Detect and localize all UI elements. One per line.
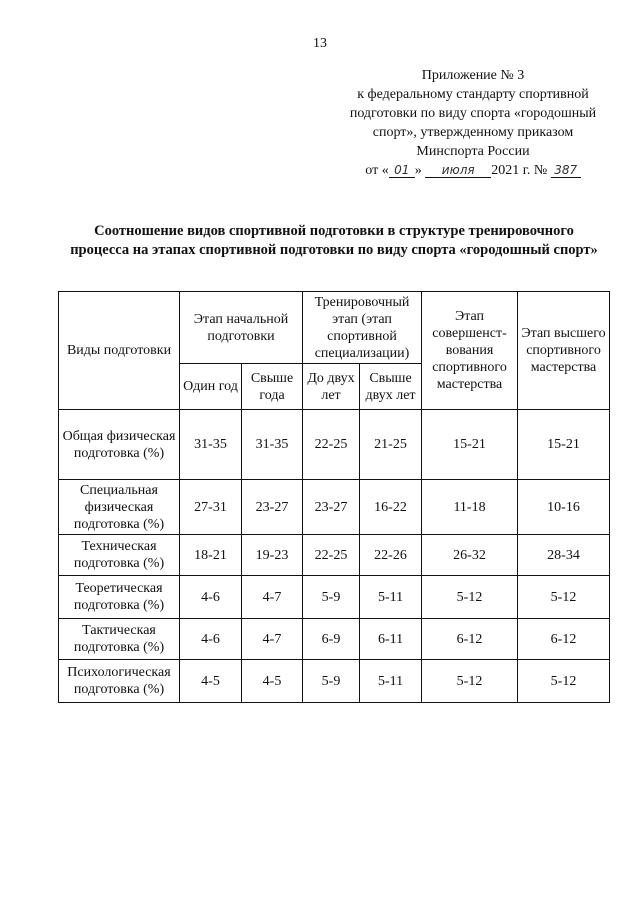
table-cell: 11-18 [422,480,518,535]
row-label: Теоретическая подготовка (%) [59,576,180,619]
table-cell: 5-12 [518,576,610,619]
table-cell: 16-22 [360,480,422,535]
row-label: Общая физическая подготовка (%) [59,410,180,480]
date-day-handwritten: 01 [389,163,415,178]
appendix-line: Минспорта России [416,144,530,159]
table-cell: 4-5 [180,660,242,703]
table-cell: 22-26 [360,535,422,576]
table-cell: 5-9 [303,660,360,703]
table-cell: 5-11 [360,576,422,619]
table-cell: 31-35 [180,410,242,480]
order-number-handwritten: 387 [551,163,581,178]
subheader-one-year: Один год [180,364,242,410]
table-row [59,535,610,576]
header-stage-initial: Этап начальной подготовки [180,292,303,364]
table-cell: 4-5 [242,660,303,703]
header-stage-highest: Этап высшего спортивного мастерства [518,292,610,410]
table-cell: 4-7 [242,619,303,660]
table-cell: 4-6 [180,576,242,619]
table-cell: 15-21 [422,410,518,480]
table-cell: 5-12 [422,576,518,619]
table-cell: 21-25 [360,410,422,480]
table-row [59,576,610,619]
table-cell: 27-31 [180,480,242,535]
table-cell: 6-12 [518,619,610,660]
date-month-handwritten: июля [425,163,491,178]
subheader-over-two: Свыше двух лет [360,364,422,410]
table-cell: 5-11 [360,660,422,703]
table-row [59,480,610,535]
table-cell: 26-32 [422,535,518,576]
row-label: Тактическая подготовка (%) [59,619,180,660]
table-cell: 5-12 [422,660,518,703]
table-cell: 5-9 [303,576,360,619]
appendix-title: Приложение № 3 [421,68,525,83]
table-cell: 23-27 [242,480,303,535]
table-cell: 4-6 [180,619,242,660]
table-cell: 4-7 [242,576,303,619]
subheader-over-year: Свыше года [242,364,303,410]
table-row [59,660,610,703]
subheader-up-to-two: До двух лет [303,364,360,410]
date-mid: » [414,163,422,178]
table-cell: 18-21 [180,535,242,576]
table-cell: 31-35 [242,410,303,480]
appendix-block [328,66,618,180]
date-prefix: от « [365,163,389,178]
table-cell: 22-25 [303,535,360,576]
training-ratio-table [58,291,610,703]
header-stage-improvement: Этап совершенст-вования спортивного мастерства [422,292,518,410]
table-header-row [59,292,610,364]
table-row [59,619,610,660]
table-cell: 28-34 [518,535,610,576]
document-title: Соотношение видов спортивной подготовки в структуре тренировочного процесса на этапах спортивной подготовки по виду спорта «городошный спорт» [70,223,598,258]
table-cell: 6-12 [422,619,518,660]
table-cell: 5-12 [518,660,610,703]
appendix-line: к федеральному стандарту спортивной [357,87,589,102]
header-types: Виды подготовки [59,292,180,410]
table-cell: 23-27 [303,480,360,535]
appendix-line: подготовки по виду спорта «городошный [349,106,597,121]
header-stage-training: Тренировочный этап (этап спортивной специализации) [303,292,422,364]
appendix-date-line [328,161,618,180]
date-year: 2021 г. № [491,163,548,178]
table-cell: 10-16 [518,480,610,535]
appendix-line: спорт», утвержденному приказом [372,125,574,140]
table-row [59,410,610,480]
row-label: Техническая подготовка (%) [59,535,180,576]
page-number: 13 [313,36,327,51]
table-cell: 15-21 [518,410,610,480]
table-cell: 19-23 [242,535,303,576]
row-label: Психологическая подготовка (%) [59,660,180,703]
row-label: Специальная физическая подготовка (%) [59,480,180,535]
table-cell: 22-25 [303,410,360,480]
table-cell: 6-9 [303,619,360,660]
table-cell: 6-11 [360,619,422,660]
